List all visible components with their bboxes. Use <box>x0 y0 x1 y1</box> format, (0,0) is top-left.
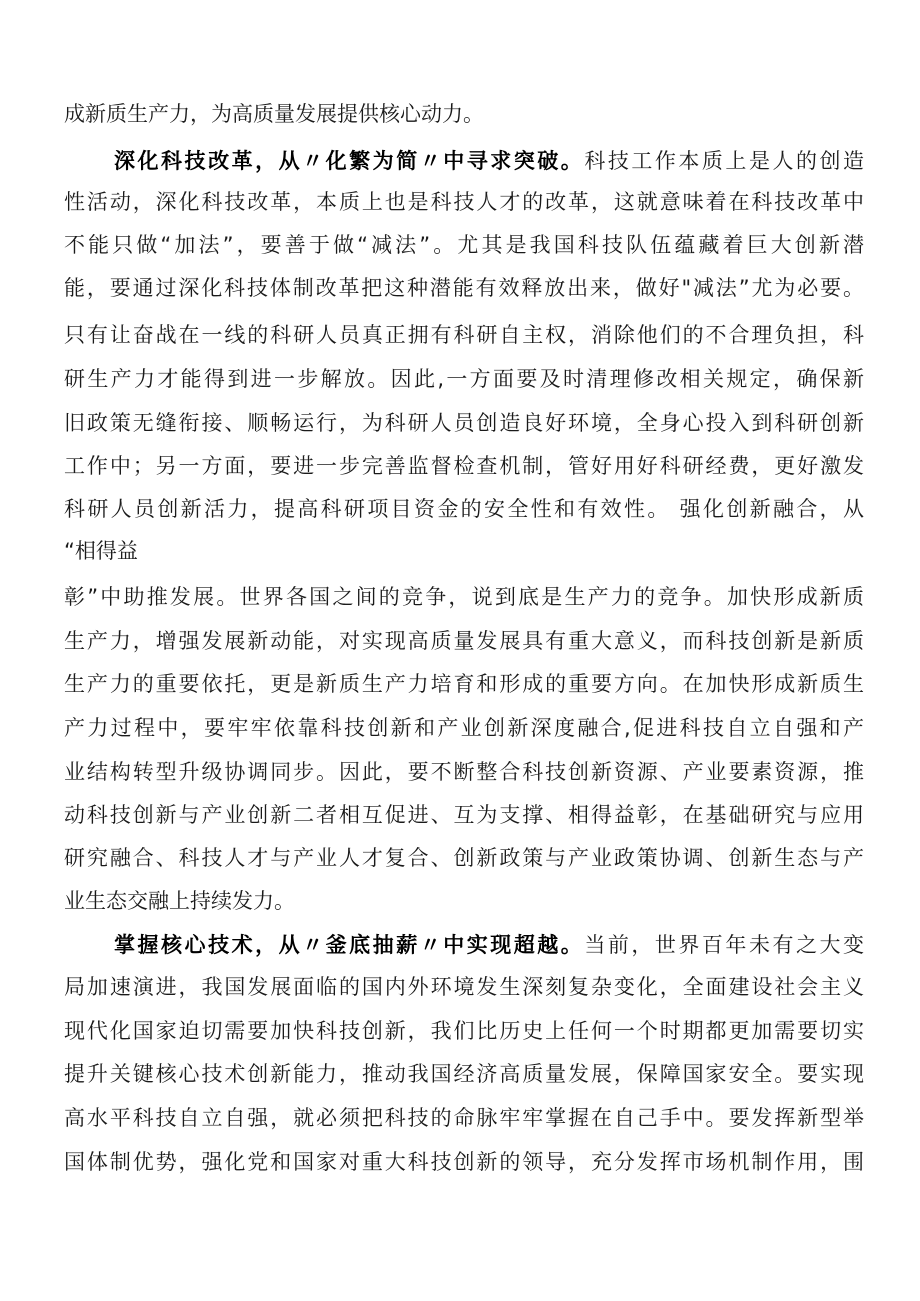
paragraph-text: 当前，世界百年未有之大变 <box>584 933 865 957</box>
paragraph-text: 科技工作本质上是人的创造 <box>584 149 865 173</box>
paragraph-line: 提升关键核心技术创新能力，推动我国经济高质量发展，保障国家安全。要实现 <box>64 1062 864 1086</box>
paragraph-line: 高水平科技自立自强，就必须把科技的命脉牢牢掌握在自己手中。要发挥新型举 <box>64 1106 864 1130</box>
paragraph-line: 不能只做“加法”，要善于做“减法”。尤其是我国科技队伍蕴藏着巨大创新潜 <box>64 233 864 257</box>
paragraph-line: 彰”中助推发展。世界各国之间的竞争，说到底是生产力的竞争。加快形成新质 <box>64 585 864 609</box>
paragraph-line: 生产力的重要依托，更是新质生产力培育和形成的重要方向。在加快形成新质生 <box>64 672 864 696</box>
paragraph-line: 业生态交融上持续发力。 <box>64 889 295 913</box>
paragraph-line: 国体制优势，强化党和国家对重大科技创新的领导，充分发挥市场机制作用，围 <box>64 1150 864 1174</box>
paragraph-line: 只有让奋战在一线的科研人员真正拥有科研自主权，消除他们的不合理负担，科 <box>64 323 864 347</box>
paragraph-lead-heading: 掌握核心技术，从〃釜底抽薪〃中实现超越。 <box>114 933 585 957</box>
paragraph-line <box>114 146 864 176</box>
paragraph-line: 成新质生产力，为高质量发展提供核心动力。 <box>64 102 484 126</box>
paragraph-line: 局加速演进，我国发展面临的国内外环境发生深刻复杂变化，全面建设社会主义 <box>64 975 864 999</box>
paragraph-line: 旧政策无缝衔接、顺畅运行，为科研人员创造良好环境，全身心投入到科研创新 <box>64 411 864 435</box>
paragraph-line: 现代化国家迫切需要加快科技创新，我们比历史上任何一个时期都更加需要切实 <box>64 1019 864 1043</box>
paragraph-line: “相得益 <box>64 539 138 563</box>
paragraph-line: 产力过程中，要牢牢依靠科技创新和产业创新深度融合,促进科技自立自强和产 <box>64 716 864 740</box>
paragraph-lead-heading: 深化科技改革，从〃化繁为简〃中寻求突破。 <box>114 149 585 173</box>
paragraph-line: 能，要通过深化科技体制改革把这种潜能有效释放出来，做好"减法”尤为必要。 <box>64 276 864 300</box>
paragraph-line: 研究融合、科技人才与产业人才复合、创新政策与产业政策协调、创新生态与产 <box>64 846 864 870</box>
paragraph-line: 动科技创新与产业创新二者相互促进、互为支撑、相得益彰，在基础研究与应用 <box>64 803 864 827</box>
paragraph-line <box>114 930 864 960</box>
paragraph-line: 研生产力才能得到进一步解放。因此,一方面要及时清理修改相关规定，确保新 <box>64 367 864 391</box>
paragraph-line: 性活动，深化科技改革，本质上也是科技人才的改革，这就意味着在科技改革中 <box>64 190 864 214</box>
paragraph-line: 科研人员创新活力，提高科研项目资金的安全性和有效性。 强化创新融合，从 <box>64 497 864 521</box>
paragraph-line: 工作中；另一方面，要进一步完善监督检查机制，管好用好科研经费，更好激发 <box>64 454 864 478</box>
paragraph-line: 生产力，增强发展新动能，对实现高质量发展具有重大意义，而科技创新是新质 <box>64 629 864 653</box>
paragraph-line: 业结构转型升级协调同步。因此，要不断整合科技创新资源、产业要素资源，推 <box>64 760 864 784</box>
